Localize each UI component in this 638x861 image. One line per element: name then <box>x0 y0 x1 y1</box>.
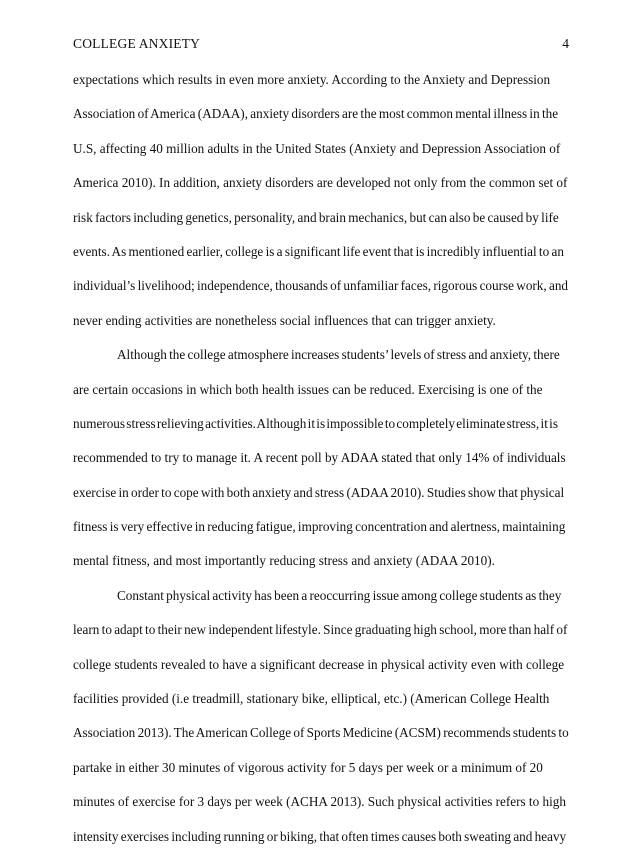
text-line: learn to adapt to their new independent lifestyle. Since graduating high school, more than half of <box>73 622 568 638</box>
text-line: numerous stress relieving activities. Although it is impossible to completely eliminate stress, it is <box>73 415 558 431</box>
text-line: intensity exercises including running or biking, that often times causes both sweating and heavy <box>73 828 567 844</box>
text-line: Association of America (ADAA), anxiety disorders are the most common mental illness in the <box>73 106 559 122</box>
text-line: risk factors including genetics, personality, and brain mechanics, but can also be caused by life <box>73 209 559 225</box>
text-line: U.S, affecting 40 million adults in the United States (Anxiety and Depression Association of <box>73 140 561 156</box>
text-line: expectations which results in even more anxiety. According to the Anxiety and Depression <box>73 72 551 87</box>
text-line: events. As mentioned earlier, college is a significant life event that is incredibly influential to an <box>73 243 564 259</box>
paragraph-first-line: Although the college atmosphere increases students’ levels of stress and anxiety, there <box>117 347 560 363</box>
page-number: 4 <box>562 36 569 51</box>
text-line: never ending activities are nonetheless social influences that can trigger anxiety. <box>73 312 496 328</box>
text-line: minutes of exercise for 3 days per week (ACHA 2013). Such physical activities refers to high <box>73 794 566 810</box>
text-line: fitness is very effective in reducing fatigue, improving concentration and alertness, maintaining <box>73 519 566 535</box>
paragraph-first-line: Constant physical activity has been a reoccurring issue among college students as they <box>117 587 562 603</box>
text-line: recommended to try to manage it. A recent poll by ADAA stated that only 14% of individuals <box>73 450 566 466</box>
text-line: mental fitness, and most importantly reducing stress and anxiety (ADAA 2010). <box>73 553 495 569</box>
text-line: America 2010). In addition, anxiety disorders are developed not only from the common set of <box>73 175 568 191</box>
text-line: Association 2013). The American College of Sports Medicine (ACSM) recommends students to <box>73 725 569 741</box>
text-line: individual’s livelihood; independence, thousands of unfamiliar faces, rigorous course work, and <box>73 278 569 294</box>
text-line: facilities provided (i.e treadmill, stationary bike, elliptical, etc.) (American College Health <box>73 691 550 707</box>
text-line: partake in either 30 minutes of vigorous activity for 5 days per week or a minimum of 20 <box>73 759 543 775</box>
text-line: exercise in order to cope with both anxiety and stress (ADAA 2010). Studies show that physical <box>73 484 565 500</box>
body-text <box>73 70 569 861</box>
running-head: COLLEGE ANXIETY <box>73 36 201 51</box>
text-line: are certain occasions in which both health issues can be reduced. Exercising is one of the <box>73 381 543 397</box>
page-header <box>73 36 569 56</box>
text-line: college students revealed to have a significant decrease in physical activity even with college <box>73 656 565 672</box>
